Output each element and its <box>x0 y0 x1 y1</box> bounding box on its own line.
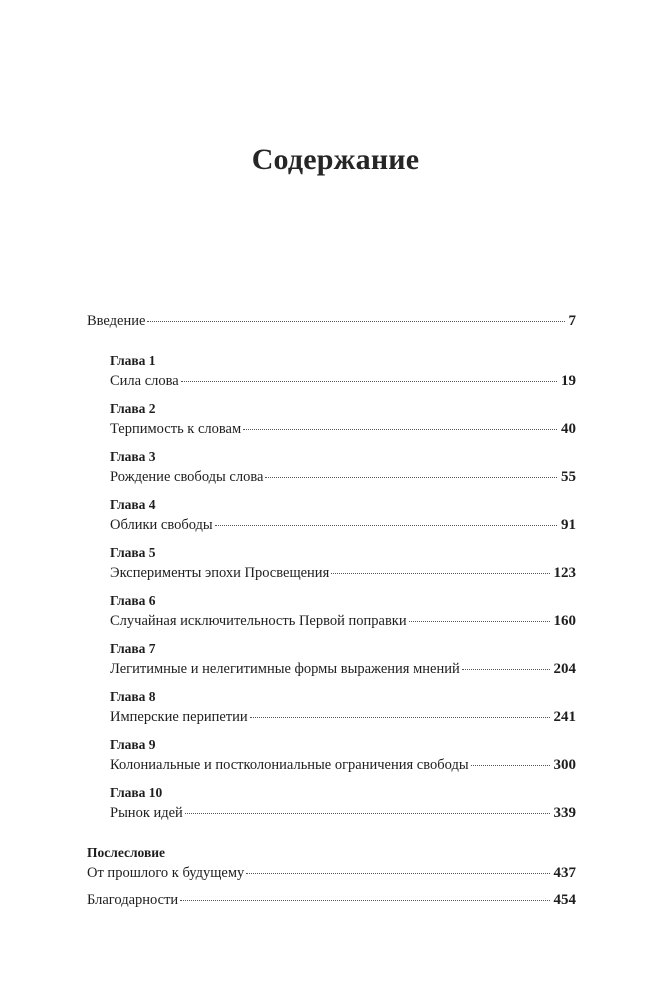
page-title: Содержание <box>251 143 420 176</box>
toc-entry-chapter[interactable] <box>110 756 576 774</box>
leader-dots <box>471 765 550 766</box>
leader-dots <box>185 813 550 814</box>
toc-entry-label: Случайная исключительность Первой поправки <box>110 613 407 629</box>
chapter-heading: Глава 7 <box>110 641 156 656</box>
toc-entry-chapter[interactable] <box>110 564 576 582</box>
leader-dots <box>181 381 557 382</box>
toc-entry-label: Рынок идей <box>110 805 183 821</box>
chapter-heading: Глава 3 <box>110 449 156 464</box>
chapter-heading: Глава 2 <box>110 401 156 416</box>
leader-dots <box>250 717 550 718</box>
toc-entry-chapter[interactable] <box>110 516 576 534</box>
toc-page-number: 91 <box>561 517 576 533</box>
toc-entry-label: Сила слова <box>110 373 179 389</box>
toc-page-number: 55 <box>561 469 576 485</box>
toc-page-number: 241 <box>553 709 576 725</box>
leader-dots <box>409 621 550 622</box>
toc-page-number: 339 <box>553 805 576 821</box>
leader-dots <box>462 669 550 670</box>
toc-page-number: 40 <box>561 421 576 437</box>
toc-entry-label: Благодарности <box>87 892 179 908</box>
toc-entry-label: Эксперименты эпохи Просвещения <box>110 565 330 581</box>
leader-dots <box>246 873 549 874</box>
toc-entry-chapter[interactable] <box>110 708 576 726</box>
toc-entry-label: Колониальные и постколониальные ограничения свободы <box>110 757 469 773</box>
toc-entry-label: Рождение свободы слова <box>110 469 264 485</box>
toc-entry-label: Имперские перипетии <box>110 709 248 725</box>
chapter-heading: Глава 10 <box>110 785 163 800</box>
chapter-heading: Глава 1 <box>110 353 156 368</box>
toc-page-number: 437 <box>553 865 576 881</box>
leader-dots <box>331 573 549 574</box>
afterword-heading: Послесловие <box>87 845 166 860</box>
leader-dots <box>180 900 549 901</box>
leader-dots <box>147 321 564 322</box>
toc-entry-afterword[interactable] <box>87 864 576 882</box>
leader-dots <box>243 429 557 430</box>
toc-page-number: 454 <box>553 892 576 908</box>
toc-entry-label: Введение <box>87 313 146 329</box>
chapter-heading: Глава 4 <box>110 497 156 512</box>
chapter-heading: Глава 8 <box>110 689 156 704</box>
toc-entry-acknowledgements[interactable] <box>87 891 576 909</box>
chapter-heading: Глава 9 <box>110 737 156 752</box>
toc-entry-label: Облики свободы <box>110 517 213 533</box>
toc-entry-chapter[interactable] <box>110 468 576 486</box>
toc-page-number: 204 <box>553 661 576 677</box>
toc-page-number: 160 <box>553 613 576 629</box>
toc-page-number: 19 <box>561 373 576 389</box>
leader-dots <box>215 525 557 526</box>
toc-page-number: 123 <box>553 565 576 581</box>
toc-entry-chapter[interactable] <box>110 612 576 630</box>
toc-page-number: 300 <box>553 757 576 773</box>
toc-entry-label: От прошлого к будущему <box>87 865 245 881</box>
toc-entry-chapter[interactable] <box>110 372 576 390</box>
toc-entry-introduction[interactable] <box>87 312 576 330</box>
chapter-heading: Глава 5 <box>110 545 156 560</box>
toc-page-number: 7 <box>568 313 576 329</box>
leader-dots <box>265 477 557 478</box>
toc-entry-chapter[interactable] <box>110 660 576 678</box>
toc-entry-chapter[interactable] <box>110 804 576 822</box>
toc-entry-label: Терпимость к словам <box>110 421 242 437</box>
toc-entry-chapter[interactable] <box>110 420 576 438</box>
toc-entry-label: Легитимные и нелегитимные формы выражения мнений <box>110 661 460 677</box>
chapter-heading: Глава 6 <box>110 593 156 608</box>
